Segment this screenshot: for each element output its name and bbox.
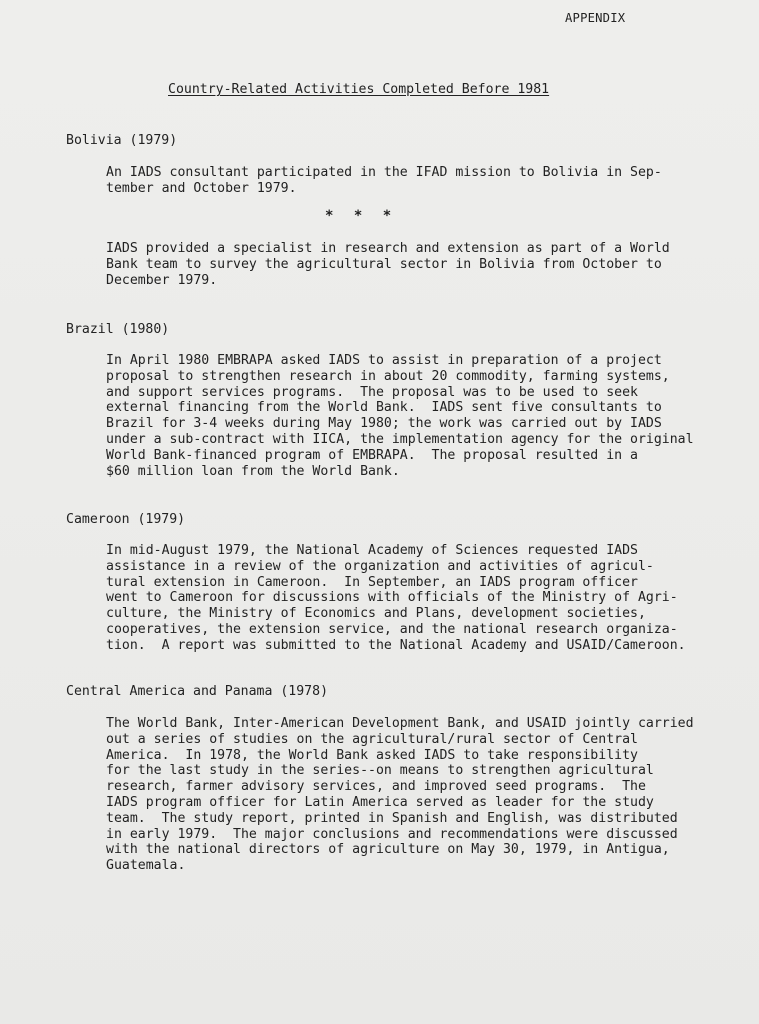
paragraph-central-america: The World Bank, Inter-American Development Bank, and USAID jointly carried out a series of studies on the agricultural/rural sector of Central America. In 1978, the World Bank asked IADS to take responsibility for the last study in the series--on means to strengthen agricultural research, farmer advisory services, and improved seed programs. The IADS program officer for Latin America served as leader for the study team. The study report, printed in Spanish and English, was distributed in early 1979. The major conclusions and recommendations were discussed with the national directors of agriculture on May 30, 1979, in Antigua, Guatemala. [106,716,694,874]
section-heading-central-america: Central America and Panama (1978) [66,684,329,699]
paragraph-bolivia-2: IADS provided a specialist in research and extension as part of a World Bank team to survey the agricultural sector in Bolivia from October to December 1979. [106,241,670,288]
section-heading-cameroon: Cameroon (1979) [66,512,186,527]
section-heading-bolivia: Bolivia (1979) [66,133,178,148]
section-heading-brazil: Brazil (1980) [66,322,170,337]
section-separator: * * * [325,208,398,224]
paragraph-brazil: In April 1980 EMBRAPA asked IADS to assist in preparation of a project proposal to strengthen research in about 20 commodity, farming systems, and support services programs. The proposal was to be used to seek external financing from the World Bank. IADS sent five consultants to Brazil for 3-4 weeks during May 1980; the work was carried out by IADS under a sub-contract with IICA, the implementation agency for the original World Bank-financed program of EMBRAPA. The proposal resulted in a $60 million loan from the World Bank. [106,353,694,479]
paragraph-bolivia-1: An IADS consultant participated in the IFAD mission to Bolivia in Sep- tember and October 1979. [106,165,662,196]
appendix-label: APPENDIX [565,11,626,25]
page-title: Country-Related Activities Completed Before 1981 [168,82,550,97]
paragraph-cameroon: In mid-August 1979, the National Academy of Sciences requested IADS assistance in a review of the organization and activities of agricul- tural extension in Cameroon. In September, an IADS program officer went to Cameroon for discussions with officials of the Ministry of Agri- culture, the Ministry of Economics and Plans, development societies, cooperatives, the extension service, and the national research organiza- tion. A report was submitted to the National Academy and USAID/Cameroon. [106,543,686,653]
